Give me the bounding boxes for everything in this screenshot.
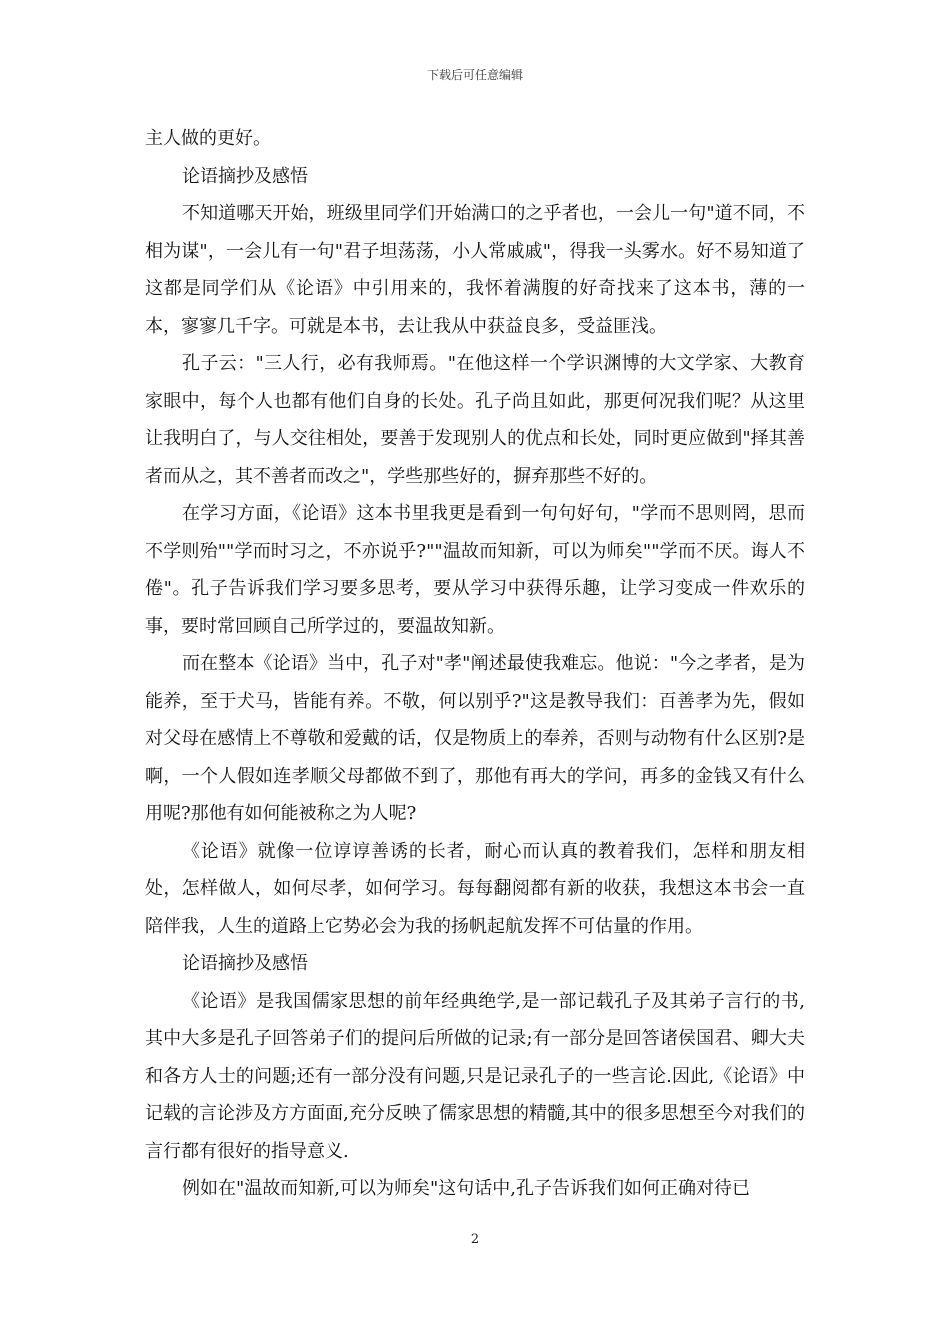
paragraph: 在学习方面，《论语》这本书里我更是看到一句句好句，"学而不思则罔，思而不学则殆""学而时习之，不亦说乎?""温故而知新，可以为师矣""学而不厌。诲人不倦"。孔子告诉我们学习要多思考，要从学习中获得乐趣，让学习变成一件欢乐的事，要时常回顾自己所学过的，要温故知新。 (145, 503, 805, 637)
paragraph: 而在整本《论语》当中，孔子对"孝"阐述最使我难忘。他说："今之孝者，是为能养，至于犬马，皆能有养。不敬，何以别乎?"这是教导我们：百善孝为先，假如对父母在感情上不尊敬和爱戴的话，仅是物质上的奉养，否则与动物有什么区别?是啊，一个人假如连孝顺父母都做不到了，那他有再大的学问，再多的金钱又有什么用呢?那他有如何能被称之为人呢? (145, 653, 805, 824)
page-header: 下载后可任意编辑 (426, 68, 523, 82)
paragraph: 主人做的更好。 (145, 128, 271, 149)
paragraph: 《论语》是我国儒家思想的前年经典绝学,是一部记载孔子及其弟子言行的书,其中大多是孔子回答弟子们的提问后所做的记录;有一部分是回答诸侯国君、卿大夫和各方人士的问题;还有一部分没有问题,只是记录孔子的一些言论.因此,《论语》中记载的言论涉及方方面面,充分反映了儒家思想的精髓,其中的很多思想至今对我们的言行都有很好的指导意义. (145, 990, 805, 1162)
section-title: 论语摘抄及感悟 (182, 953, 308, 974)
paragraph: 《论语》就像一位谆谆善诱的长者，耐心而认真的教着我们，怎样和朋友相处，怎样做人，如何尽孝，如何学习。每每翻阅都有新的收获，我想这本书会一直陪伴我，人生的道路上它势必会为我的扬帆起航发挥不可估量的作用。 (145, 840, 805, 937)
document-body (145, 120, 805, 1208)
paragraph: 例如在"温故而知新,可以为师矣"这句话中,孔子告诉我们如何正确对待已 (182, 1178, 750, 1199)
paragraph: 孔子云："三人行，必有我师焉。"在他这样一个学识渊博的大文学家、大教育家眼中，每个人也都有他们自身的长处。孔子尚且如此，那更何况我们呢？从这里让我明白了，与人交往相处，要善于发现别人的优点和长处，同时更应做到"择其善者而从之，其不善者而改之"，学些那些好的，摒弃那些不好的。 (145, 353, 805, 487)
section-title: 论语摘抄及感悟 (182, 165, 308, 187)
page-number: 2 (470, 1232, 480, 1247)
paragraph: 不知道哪天开始，班级里同学们开始满口的之乎者也，一会儿一句"道不同，不相为谋"，一会儿有一句"君子坦荡荡，小人常戚戚"，得我一头雾水。好不易知道了这都是同学们从《论语》中引用来的，我怀着满腹的好奇找来了这本书，薄的一本，寥寥几千字。可就是本书，去让我从中获益良多，受益匪浅。 (145, 203, 805, 337)
